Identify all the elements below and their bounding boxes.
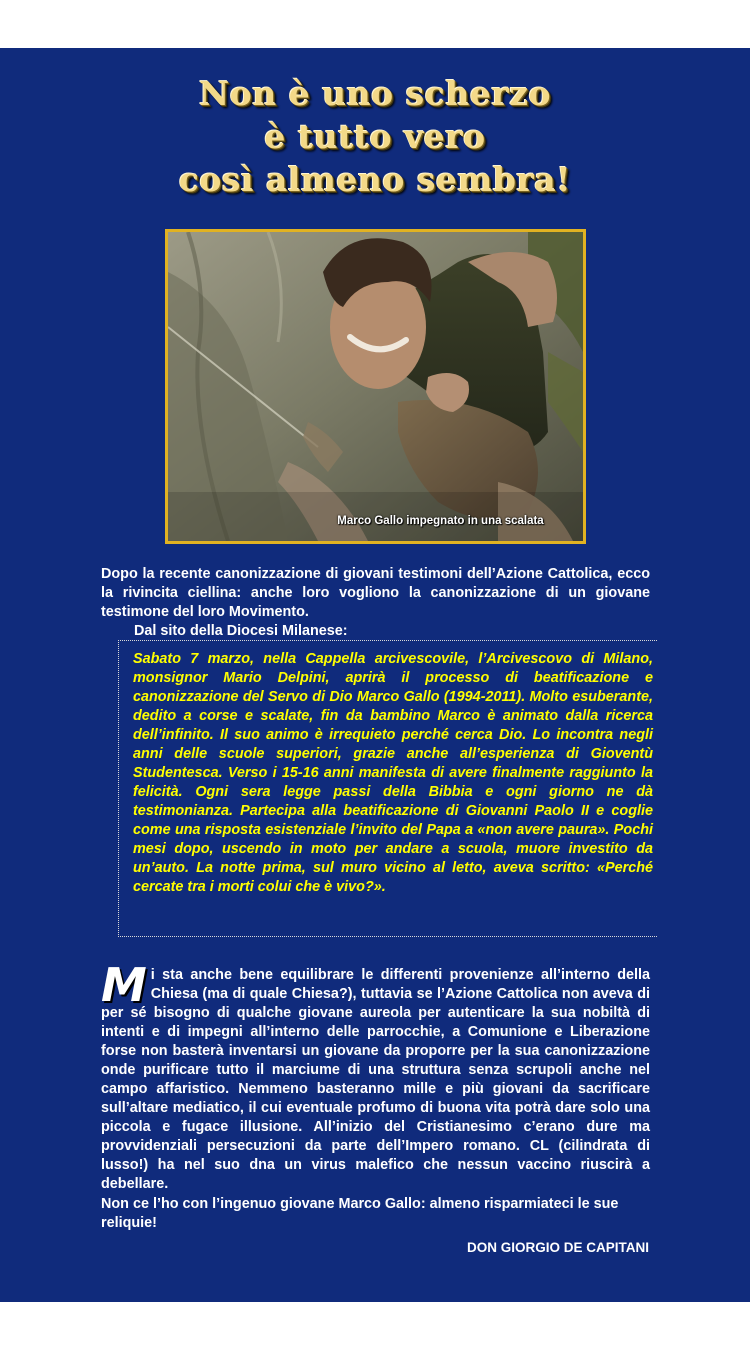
climber-photo-illustration [168, 232, 583, 541]
commentary-paragraph [101, 958, 650, 1194]
intro-paragraph: Dopo la recente canonizzazione di giovani testimoni dell’Azione Cattolica, ecco la rivincita ciellina: anche loro vogliono la canonizzazione di un giovane testimone del loro Movimento. [101, 566, 650, 620]
closing-paragraph: Non ce l’ho con l’ingenuo giovane Marco Gallo: almeno risparmiateci le sue reliquie! [101, 1196, 619, 1231]
climbing-photo [165, 229, 586, 544]
headline-line-3: così almeno sembra! [178, 160, 572, 199]
author-signature: DON GIORGIO DE CAPITANI [466, 1240, 649, 1255]
drop-cap: M [101, 958, 147, 1012]
headline [0, 72, 750, 201]
quoted-excerpt [118, 640, 657, 937]
headline-line-1: Non è uno scherzo [199, 74, 551, 113]
headline-line-2: è tutto vero [264, 117, 486, 156]
commentary-text: i sta anche bene equilibrare le differenti provenienze all’interno della Chiesa (ma di quale Chiesa?), tuttavia se l’Azione Cattolica non aveva di per sé bisogno di qualche giovane aureola per autenticare la sua nobiltà di intenti e di impegni all’interno delle parrocchie, a Comunione e Liberazione forse non basterà inventarsi un giovane da proporre per la sua canonizzazione onde purificare tutto il marciume di una struttura senza scrupoli anche nel campo affaristico. Nemmeno basteranno mille e più giovani da sacrificare sull’altare mediatico, il cui eventuale profumo di buona vita potrà dare solo una piccola e fugace illusione. All’inizio del Cristianesimo c’erano dure ma provvidenziali persecuzioni da parte dell’Impero romano. CL (cilindrata di lusso!) ha nel suo dna un virus malefico che nessun vaccino riuscirà a debellare. [101, 967, 650, 1192]
source-label: Dal sito della Diocesi Milanese: [134, 623, 348, 639]
photo-caption: Marco Gallo impegnato in una scalata [337, 515, 544, 527]
quoted-excerpt-text: Sabato 7 marzo, nella Cappella arcivescovile, l’Arcivescovo di Milano, monsignor Mario Delpini, aprirà il processo di beatificazione e canonizzazione del Servo di Dio Marco Gallo (1994-2011). Molto esuberante, dedito a corse e scalate, fin da bambino Marco è animato dalla ricerca dell’infinito. Il suo animo è irrequieto perché cerca Dio. Lo incontra negli anni delle scuole superiori, grazie anche all’esperienza di Gioventù Studentesca. Verso i 15-16 anni manifesta di avere finalmente raggiunto la felicità. Ogni sera legge passi della Bibbia e ogni giorno ne dà testimonianza. Partecipa alla beatificazione di Giovanni Paolo II e coglie come una risposta esistenziale l’invito del Papa a «non avere paura». Pochi mesi dopo, uscendo in moto per andare a scuola, muore investito da un’auto. La notte prima, sul muro vicino al letto, aveva scritto: «Perché cercate tra i morti colui che è vivo?». [133, 651, 653, 895]
